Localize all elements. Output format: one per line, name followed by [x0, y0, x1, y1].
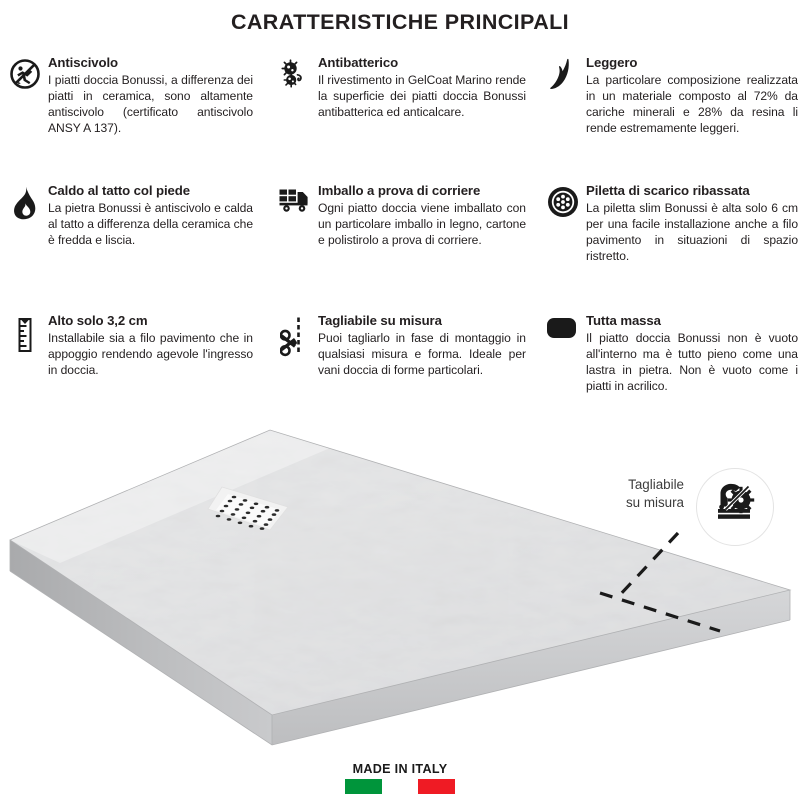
feature-tagliabile: [278, 314, 526, 378]
feature-title: Antibatterico: [318, 55, 399, 70]
feature-altezza: [8, 314, 253, 378]
italy-flag-icon: [345, 779, 455, 794]
scissors-cut-icon: [278, 316, 312, 352]
features-grid: [0, 56, 800, 416]
feature-text: Ogni piatto doccia viene imballato con un particolare imballo in legno, cartone e polistirolo a prova di corriere.: [318, 200, 526, 247]
feature-leggero: [546, 56, 798, 136]
feature-text: Il rivestimento in GelCoat Marino rende la superficie dei piatti doccia Bonussi antibatterica ed anticalcare.: [318, 72, 526, 119]
feature-text: Puoi tagliarlo in fase di montaggio in qualsiasi misura e forma. Ideale per vani doccia di forme particolari.: [318, 330, 526, 377]
feature-imballo: [278, 184, 526, 248]
ruler-icon: [8, 316, 42, 352]
feature-title: Piletta di scarico ribassata: [586, 183, 750, 198]
made-in-italy-label: MADE IN ITALY: [352, 762, 448, 776]
circular-saw-cut-icon: [712, 483, 758, 532]
truck-icon: [278, 186, 312, 222]
feature-caldo-al-tatto: [8, 184, 253, 248]
feature-title: Caldo al tatto col piede: [48, 183, 190, 198]
feature-text: La piletta slim Bonussi è alta solo 6 cm per una facile installazione anche a filo pavimento in situazioni di spazio ristretto.: [586, 200, 798, 264]
feather-icon: [546, 58, 580, 94]
feature-text: I piatti doccia Bonussi, a differenza dei piatti in ceramica, sono altamente antiscivolo (certificato antiscivolo ANSY A 137).: [48, 72, 253, 136]
cut-to-size-callout: [592, 468, 787, 546]
solid-block-icon: [546, 316, 580, 352]
feature-title: Antiscivolo: [48, 55, 118, 70]
flag-stripe-green: [345, 779, 382, 794]
page-title: CARATTERISTICHE PRINCIPALI: [230, 10, 570, 34]
callout-badge: [696, 468, 774, 546]
no-slip-icon: [8, 58, 42, 94]
feature-piletta: [546, 184, 798, 264]
feature-title: Tagliabile su misura: [318, 313, 442, 328]
feature-text: Installabile sia a filo pavimento che in appoggio rendendo agevole l'ingresso in doccia.: [48, 330, 253, 377]
feature-antiscivolo: [8, 56, 253, 136]
callout-line-2: su misura: [625, 495, 684, 511]
feature-title: Alto solo 3,2 cm: [48, 313, 148, 328]
made-in-italy-badge: [0, 762, 800, 794]
feature-antibatterico: [278, 56, 526, 120]
callout-line-1: Tagliabile: [628, 477, 684, 492]
feature-title: Tutta massa: [586, 313, 661, 328]
feature-title: Imballo a prova di corriere: [318, 183, 481, 198]
feature-text: La particolare composizione realizzata in un materiale composto al 72% da cariche minerali e 28% da resina li rende estremamente leggeri.: [586, 72, 798, 136]
feature-text: Il piatto doccia Bonussi non è vuoto all'interno ma è tutto pieno come una lastra in pietra. Non è vuoto come i piatti in acrilico.: [586, 330, 798, 394]
flame-icon: [8, 186, 42, 222]
flag-stripe-red: [418, 779, 455, 794]
bacteria-icon: [278, 58, 312, 94]
feature-tutta-massa: [546, 314, 798, 394]
feature-title: Leggero: [586, 55, 638, 70]
shower-tray-illustration: [0, 415, 800, 755]
callout-text: [592, 476, 684, 512]
feature-text: La pietra Bonussi è antiscivolo e calda al tatto a differenza della ceramica che è fredda e liscia.: [48, 200, 253, 247]
flag-stripe-white: [382, 779, 419, 794]
drain-grate-icon: [546, 186, 580, 222]
